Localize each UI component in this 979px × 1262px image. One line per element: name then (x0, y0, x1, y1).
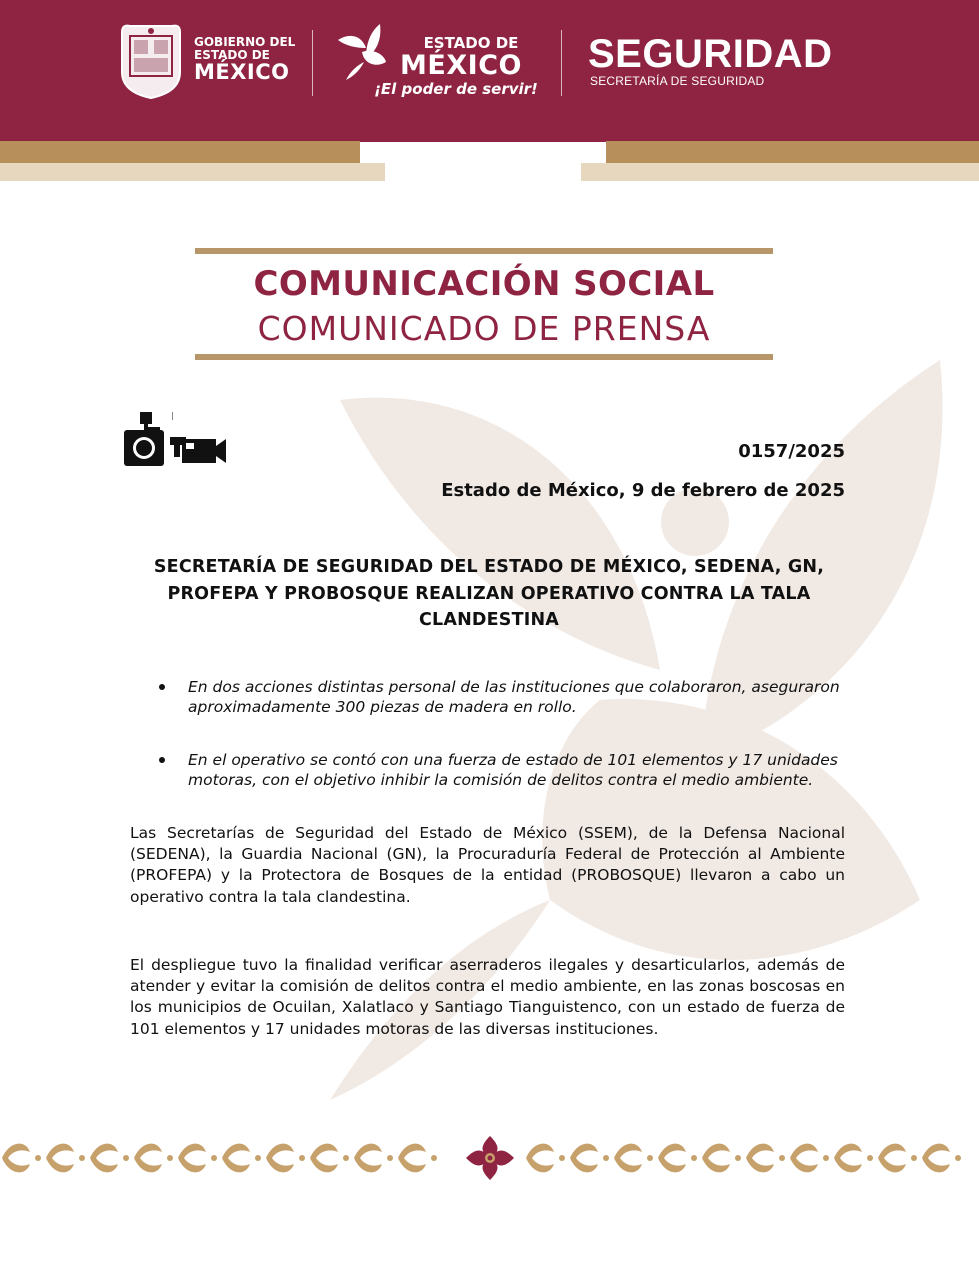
list-item (150, 678, 846, 717)
bullet-dot (159, 757, 165, 763)
gobierno-logo-text (194, 36, 295, 83)
footer-ornamental-border (0, 1134, 979, 1182)
banner-title: COMUNICACIÓN SOCIAL (253, 264, 715, 304)
banner-subtitle: COMUNICADO DE PRENSA (257, 309, 711, 348)
body-paragraph: Las Secretarías de Seguridad del Estado de México (SSEM), de la Defensa Nacional (SEDENA), la Guardia Nacional (GN), la Procuraduría Federal de Protección al Ambiente (PROFEPA) y la Protectora de Bosques de la entidad (PROBOSQUE) llevaron a cabo un operativo contra la tala clandestina. (130, 824, 845, 906)
list-item (150, 751, 846, 790)
video-camera-icon (170, 437, 226, 463)
header-stripe-gold-left (0, 141, 360, 163)
gobierno-line-3: MÉXICO (194, 60, 290, 85)
camera-icon (124, 412, 173, 466)
document-place-date: Estado de México, 9 de febrero de 2025 (441, 480, 845, 501)
bullet-text: En el operativo se contó con una fuerza de estado de 101 elementos y 17 unidades motoras, con el objetivo inhibir la comisión de delitos contra el medio ambiente. (188, 751, 838, 789)
media-icons (122, 410, 230, 468)
header-divider (312, 30, 313, 96)
header-stripe-gold-right (606, 141, 979, 163)
seguridad-subtitle: SECRETARÍA DE SEGURIDAD (590, 74, 765, 88)
bullet-text: En dos acciones distintas personal de las instituciones que colaboraron, aseguraron aproximadamente 300 piezas de madera en rollo. (188, 678, 840, 716)
headline: SECRETARÍA DE SEGURIDAD DEL ESTADO DE MÉXICO, SEDENA, GN, PROFEPA Y PROBOSQUE REALIZAN OPERATIVO CONTRA LA TALA CLANDESTINA (153, 557, 825, 630)
estado-line-1: ESTADO DE (423, 34, 519, 52)
footer-flower-icon (466, 1136, 514, 1180)
gobierno-line-1: GOBIERNO DEL (194, 35, 296, 49)
header-stripe-beige-right (581, 163, 979, 181)
banner-rule-top (195, 248, 773, 254)
estado-line-2: MÉXICO (400, 50, 522, 81)
seguridad-title: SEGURIDAD (588, 32, 833, 76)
body-paragraph: El despliegue tuvo la finalidad verificar aserraderos ilegales y desarticularlos, además de atender y evitar la comisión de delitos contra el medio ambiente, en las zonas boscosas en los municipios de Ocuilan, Xalatlaco y Santiago Tianguistenco, con un estado de fuerza de 101 elementos y 17 unidades motoras de las diversas instituciones. (130, 956, 845, 1038)
banner-rule-bottom (195, 354, 773, 360)
header-stripe-beige-left (0, 163, 385, 181)
bullet-list (150, 678, 846, 824)
state-crest-icon (116, 22, 186, 100)
bullet-dot (159, 684, 165, 690)
estado-de-mexico-logo (376, 34, 546, 98)
header-divider (561, 30, 562, 96)
document-number: 0157/2025 (738, 441, 845, 462)
gobierno-line-2: ESTADO DE (194, 47, 270, 62)
estado-slogan: ¡El poder de servir! (374, 80, 538, 99)
